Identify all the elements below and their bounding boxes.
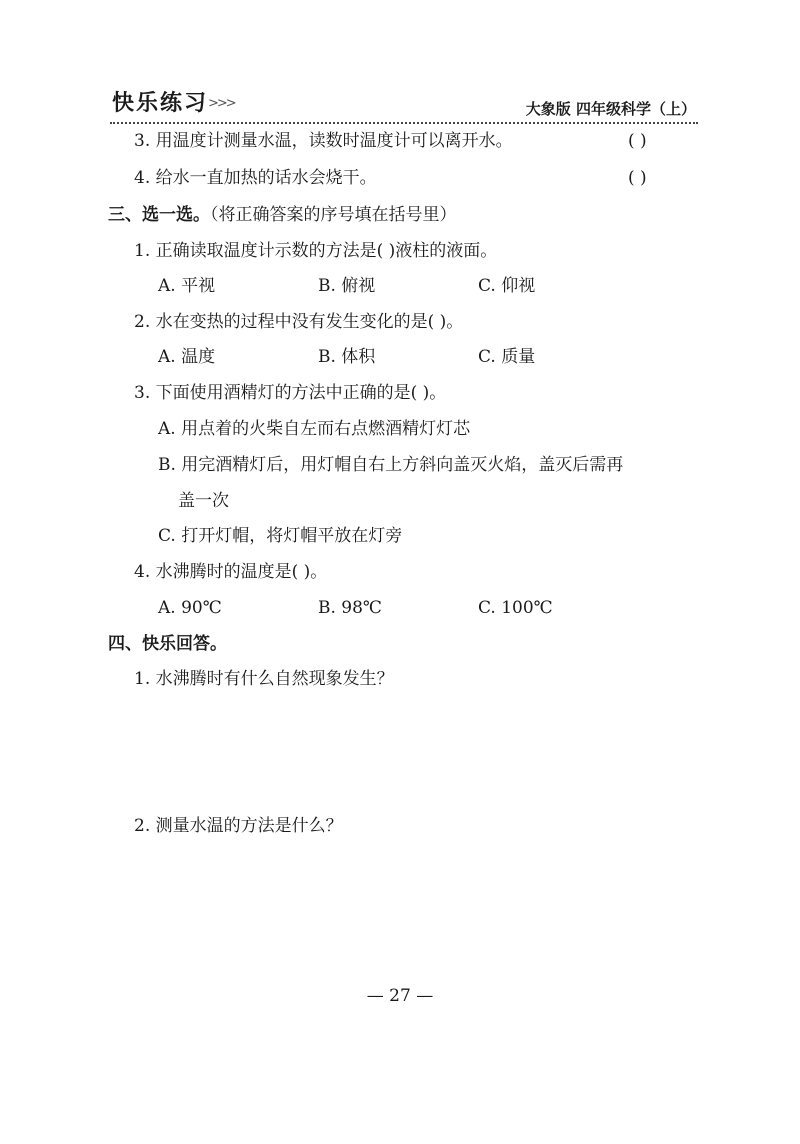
judge-item-3: 3. 用温度计测量水温，读数时温度计可以离开水。 xyxy=(134,131,513,151)
page-number: — 27 — xyxy=(366,986,434,1006)
choice-note: （将正确答案的序号填在括号里） xyxy=(210,205,457,225)
choice-q2-option-a: A. 温度 xyxy=(158,347,216,367)
choice-q3-option-b-line2: 盖一次 xyxy=(178,491,229,511)
section-heading-answer: 四、快乐回答。 xyxy=(108,634,227,654)
answer-q2: 2. 测量水温的方法是什么？ xyxy=(134,816,343,836)
judge-answer-4[interactable]: ( ) xyxy=(628,168,647,188)
choice-heading: 三、选一选。 xyxy=(108,205,210,225)
header-title: 快乐练习 xyxy=(112,91,209,116)
choice-q4-option-a: A. 90℃ xyxy=(158,598,222,618)
header-arrows-icon: >>> xyxy=(208,96,235,111)
choice-q1-option-b: B. 俯视 xyxy=(318,276,376,296)
judge-item-4: 4. 给水一直加热的话水会烧干。 xyxy=(134,168,377,188)
choice-q3-option-b-line1: B. 用完酒精灯后，用灯帽自右上方斜向盖灭火焰，盖灭后需再 xyxy=(158,455,624,475)
choice-q1: 1. 正确读取温度计示数的方法是( )液柱的液面。 xyxy=(134,241,498,261)
choice-q2-option-b: B. 体积 xyxy=(318,347,376,367)
answer-q1: 1. 水沸腾时有什么自然现象发生？ xyxy=(134,669,394,689)
section-heading-choice xyxy=(108,204,457,226)
choice-q3-option-c: C. 打开灯帽，将灯帽平放在灯旁 xyxy=(158,526,403,546)
choice-q3-option-a: A. 用点着的火柴自左而右点燃酒精灯灯芯 xyxy=(158,419,471,439)
choice-q4: 4. 水沸腾时的温度是( )。 xyxy=(134,562,328,582)
choice-q3: 3. 下面使用酒精灯的方法中正确的是( )。 xyxy=(134,383,447,403)
choice-q4-option-c: C. 100℃ xyxy=(478,598,553,618)
choice-q1-option-c: C. 仰视 xyxy=(478,276,536,296)
choice-q1-option-a: A. 平视 xyxy=(158,276,216,296)
choice-q2: 2. 水在变热的过程中没有发生变化的是( )。 xyxy=(134,312,464,332)
judge-answer-3[interactable]: ( ) xyxy=(628,131,647,151)
header-edition: 大象版 四年级科学（上） xyxy=(525,100,696,118)
choice-q2-option-c: C. 质量 xyxy=(478,347,536,367)
header-divider xyxy=(110,122,698,124)
choice-q4-option-b: B. 98℃ xyxy=(318,598,382,618)
